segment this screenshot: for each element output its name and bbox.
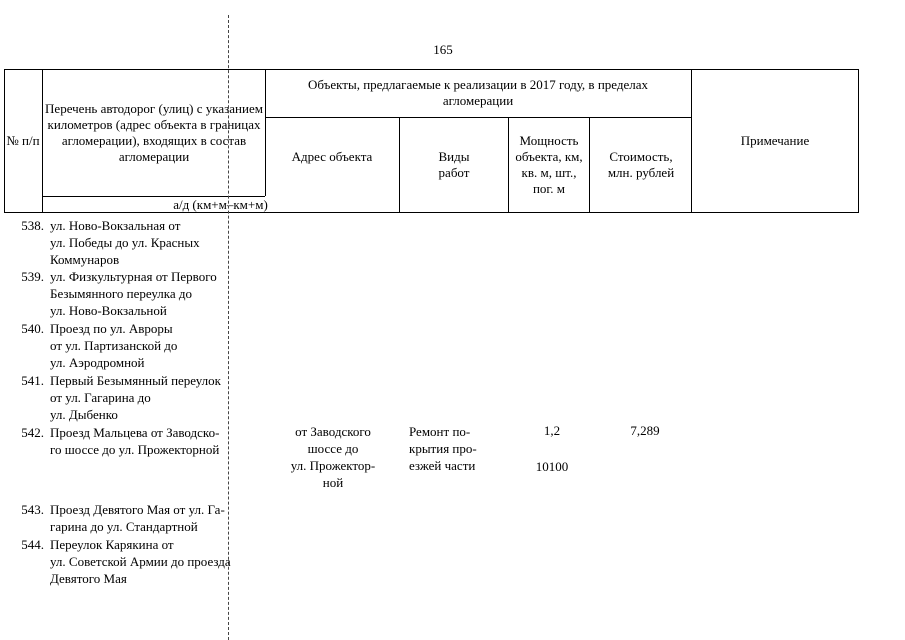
road-name: Проезд Девятого Мая от ул. Га- гарина до ул. Стандартной [50,502,225,534]
road-name: Переулок Карякина от ул. Советской Армии до проезда Девятого Мая [50,537,231,586]
road-name: ул. Ново-Вокзальная от ул. Победы до ул. Красных Коммунаров [50,218,200,267]
header-objects-group: Объекты, предлагаемые к реализации в 2017 году, в пределах агломерации [307,77,649,108]
capacity-area: 10100 [535,459,569,474]
road-name: Проезд Мальцева от Заводско- го шоссе до ул. Прожекторной [50,425,220,457]
row-number: 539. [21,269,44,284]
header-no: № п/п [6,133,40,148]
header-note: Примечание [740,133,810,148]
cost-value: 7,289 [630,423,660,438]
row-number: 538. [21,218,44,233]
road-name: ул. Физкультурная от Первого Безымянного переулка до ул. Ново-Вокзальной [50,269,217,318]
header-work-type: Виды работ [438,149,470,180]
object-address: от Заводского шоссе до ул. Прожектор- ной [290,424,376,490]
road-name: Первый Безымянный переулок от ул. Гагарина до ул. Дыбенко [50,373,221,422]
row-number: 542. [21,425,44,440]
capacity-km: 1,2 [543,423,561,438]
road-name: Проезд по ул. Авроры от ул. Партизанской до ул. Аэродромной [50,321,178,370]
page-number: 165 [433,42,453,57]
row-number: 544. [21,537,44,552]
row-number: 540. [21,321,44,336]
work-type: Ремонт по- крытия про- езжей части [409,424,477,473]
header-road-list: Перечень автодорог (улиц) с указанием километров (адрес объекта в границах агломерации), входящих в состав агломерации [45,101,263,164]
row-number: 543. [21,502,44,517]
header-capacity: Мощность объекта, км, кв. м, шт., пог. м [515,133,583,196]
header-address: Адрес объекта [291,149,373,164]
header-cost: Стоимость, млн. рублей [607,149,675,180]
row-number: 541. [21,373,44,388]
header-road-sub: а/д (км+м–км+м) [173,196,268,212]
